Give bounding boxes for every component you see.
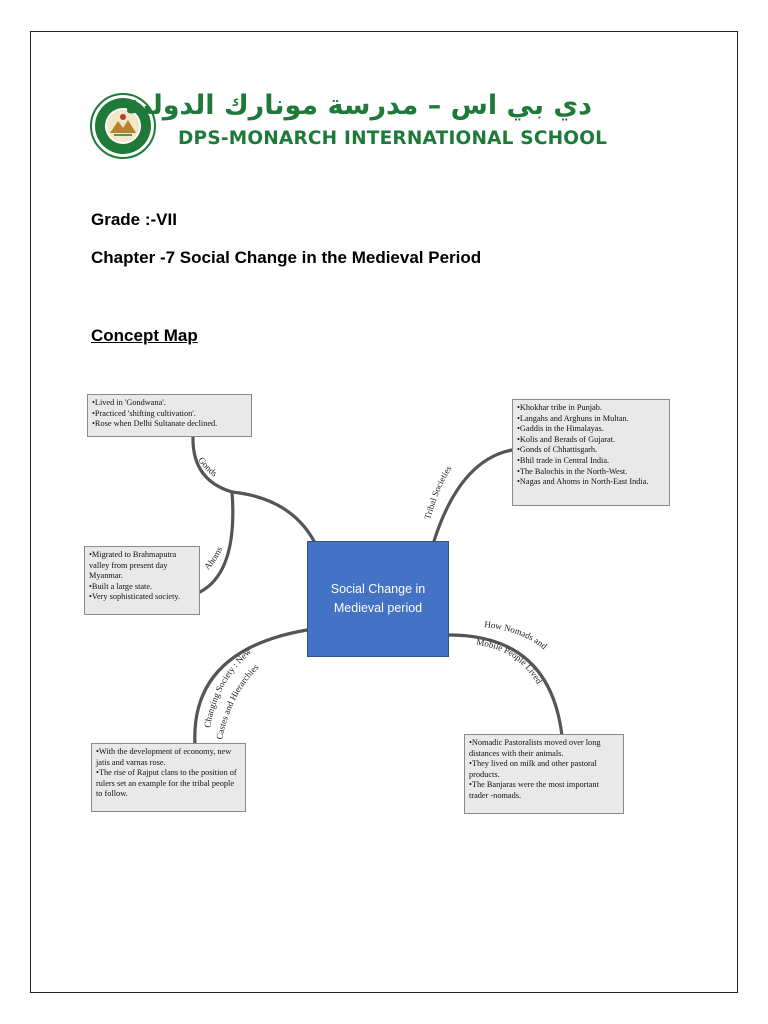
gonds-connector bbox=[193, 437, 314, 541]
note-item: • Nomadic Pastoralists moved over long distances with their animals. bbox=[469, 738, 619, 759]
nomads-note bbox=[464, 734, 624, 814]
tribal-societies-label: Tribal Societies bbox=[422, 463, 454, 521]
note-item: • With the development of economy, new jatis and varnas rose. bbox=[96, 747, 241, 768]
note-item: • Kolis and Berads of Gujarat. bbox=[517, 435, 665, 446]
note-item: • Lived in 'Gondwana'. bbox=[92, 398, 247, 409]
note-item: • Gonds of Chhattisgarh. bbox=[517, 445, 665, 456]
ahoms-note bbox=[84, 546, 200, 615]
ahoms-connector bbox=[200, 492, 233, 592]
changing-society-label-line1: Changing Society : New bbox=[202, 646, 253, 729]
note-item: • Practiced 'shifting cultivation'. bbox=[92, 409, 247, 420]
concept-map-center: Social Change in Medieval period bbox=[307, 541, 449, 657]
school-name-arabic: دي بي اس – مدرسة مونارك الدولية bbox=[125, 90, 592, 121]
note-item: • Very sophisticated society. bbox=[89, 592, 195, 603]
changing-society-note bbox=[91, 743, 246, 812]
note-item: • The Banjaras were the most important trader -nomads. bbox=[469, 780, 619, 801]
changing-society-label-line2: Castes and Hierarchies bbox=[214, 661, 261, 741]
nomads-label-line2: Mobile People Lived bbox=[475, 636, 545, 686]
note-item: • The Balochis in the North-West. bbox=[517, 467, 665, 478]
note-item: • Khokhar tribe in Punjab. bbox=[517, 403, 665, 414]
note-item: • Bhil trade in Central India. bbox=[517, 456, 665, 467]
chapter-heading: Chapter -7 Social Change in the Medieval Period bbox=[91, 248, 482, 267]
note-item: • Migrated to Brahmaputra valley from present day Myanmar. bbox=[89, 550, 195, 582]
note-item: • Rose when Delhi Sultanate declined. bbox=[92, 419, 247, 430]
ahoms-label: Ahoms bbox=[202, 545, 225, 572]
grade-heading: Grade :-VII bbox=[91, 210, 177, 229]
gonds-note bbox=[87, 394, 252, 437]
note-item: • Gaddis in the Himalayas. bbox=[517, 424, 665, 435]
note-item: • Built a large state. bbox=[89, 582, 195, 593]
note-item: • The rise of Rajput clans to the position of rulers set an example for the tribal people to follow. bbox=[96, 768, 241, 800]
school-name: DPS-MONARCH INTERNATIONAL SCHOOL bbox=[178, 128, 608, 149]
note-item: • They lived on milk and other pastoral products. bbox=[469, 759, 619, 780]
gonds-label: Gonds bbox=[196, 455, 220, 479]
note-item: • Nagas and Ahoms in North-East India. bbox=[517, 477, 665, 488]
tribal-societies-note bbox=[512, 399, 670, 506]
note-item: • Langahs and Arghuns in Multan. bbox=[517, 414, 665, 425]
concept-map-heading: Concept Map bbox=[91, 326, 198, 345]
tribal-connector bbox=[434, 450, 512, 541]
nomads-label-line1: How Nomads and bbox=[483, 619, 550, 652]
